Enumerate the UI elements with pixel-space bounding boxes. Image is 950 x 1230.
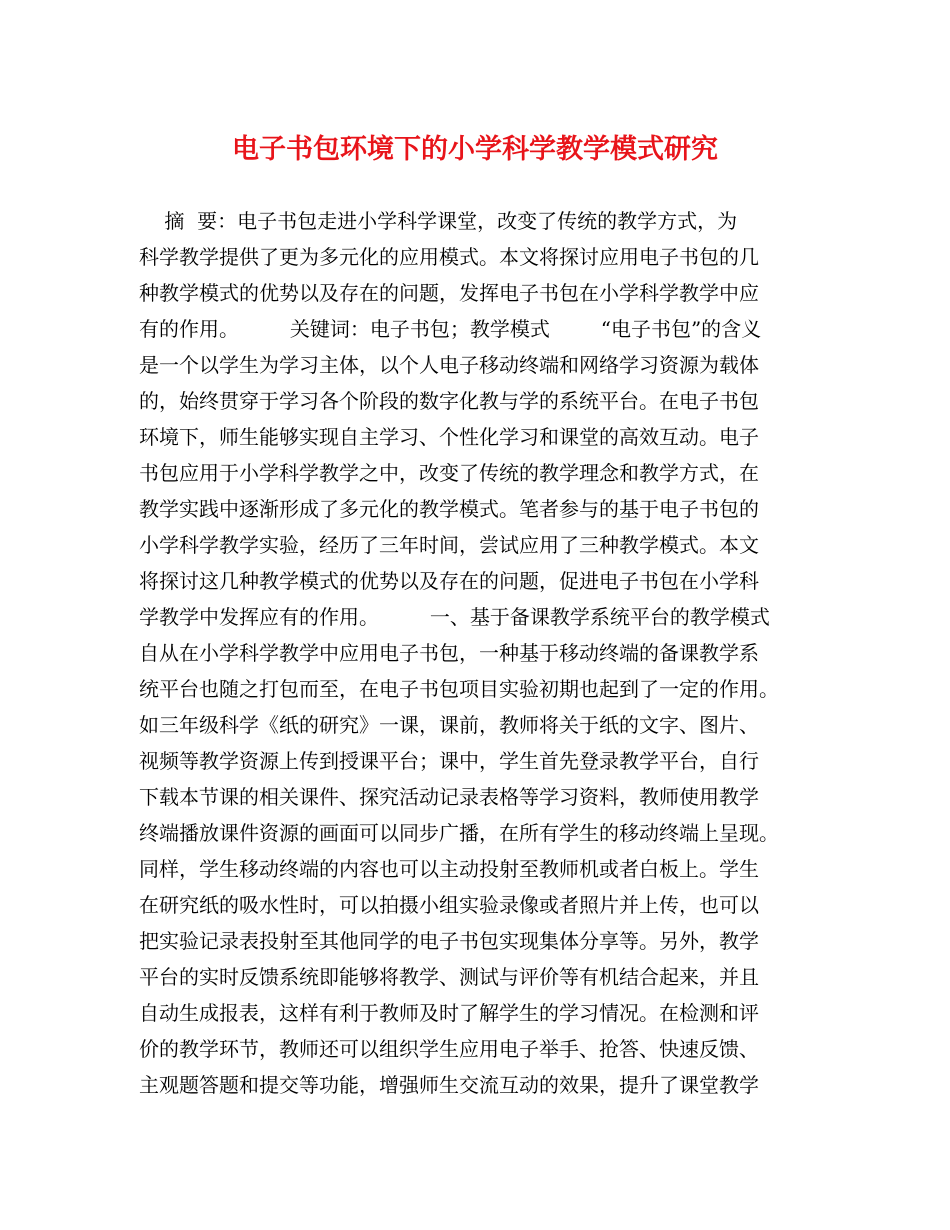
body-text-line: 在研究纸的吸水性时，可以拍摄小组实验录像或者照片并上传，也可以 — [139, 893, 759, 917]
body-text-line: 如三年级科学《纸的研究》一课，课前，教师将关于纸的文字、图片、 — [139, 713, 759, 737]
body-text-line: 把实验记录表投射至其他同学的电子书包实现集体分享等。另外，教学 — [139, 929, 759, 953]
body-text-line: 视频等教学资源上传到授课平台；课中，学生首先登录教学平台，自行 — [139, 749, 759, 773]
body-text-line: 下载本节课的相关课件、探究活动记录表格等学习资料，教师使用教学 — [139, 785, 759, 809]
body-text-line: 书包应用于小学科学教学之中，改变了传统的教学理念和教学方式，在 — [139, 461, 759, 485]
page-title: 电子书包环境下的小学科学教学模式研究 — [232, 134, 718, 165]
body-text-line: 学教学中发挥应有的作用。 一、基于备课教学系统平台的教学模式 — [139, 605, 770, 629]
body-text-line: 是一个以学生为学习主体，以个人电子移动终端和网络学习资源为载体 — [139, 353, 759, 377]
body-text-line: 将探讨这几种教学模式的优势以及存在的问题，促进电子书包在小学科 — [139, 569, 759, 593]
body-text-line: 主观题答题和提交等功能，增强师生交流互动的效果，提升了课堂教学 — [139, 1073, 759, 1097]
body-text-line: 终端播放课件资源的画面可以同步广播，在所有学生的移动终端上呈现。 — [139, 821, 779, 845]
body-text-line: 自从在小学科学教学中应用电子书包，一种基于移动终端的备课教学系 — [139, 641, 759, 665]
body-text-line: 同样，学生移动终端的内容也可以主动投射至教师机或者白板上。学生 — [139, 857, 759, 881]
body-text-line: 价的教学环节，教师还可以组织学生应用电子举手、抢答、快速反馈、 — [139, 1037, 759, 1061]
body-text-line: 环境下，师生能够实现自主学习、个性化学习和课堂的高效互动。电子 — [139, 425, 759, 449]
body-text-line: 自动生成报表，这样有利于教师及时了解学生的学习情况。在检测和评 — [139, 1001, 759, 1025]
body-text-line: 教学实践中逐渐形成了多元化的教学模式。笔者参与的基于电子书包的 — [139, 497, 759, 521]
body-text-line: 摘 要：电子书包走进小学科学课堂，改变了传统的教学方式，为 — [139, 209, 738, 233]
body-text-line: 小学科学教学实验，经历了三年时间，尝试应用了三种教学模式。本文 — [139, 533, 759, 557]
body-text-line: 种教学模式的优势以及存在的问题，发挥电子书包在小学科学教学中应 — [139, 281, 759, 305]
body-text-line: 统平台也随之打包而至，在电子书包项目实验初期也起到了一定的作用。 — [139, 677, 779, 701]
body-text — [139, 203, 829, 1103]
body-text-line: 科学教学提供了更为多元化的应用模式。本文将探讨应用电子书包的几 — [139, 245, 759, 269]
body-text-line: 平台的实时反馈系统即能够将教学、测试与评价等有机结合起来，并且 — [139, 965, 759, 989]
body-text-line: 的，始终贯穿于学习各个阶段的数字化教与学的系统平台。在电子书包 — [139, 389, 759, 413]
body-text-line: 有的作用。 关键词：电子书包；教学模式 “电子书包”的含义 — [139, 317, 762, 341]
